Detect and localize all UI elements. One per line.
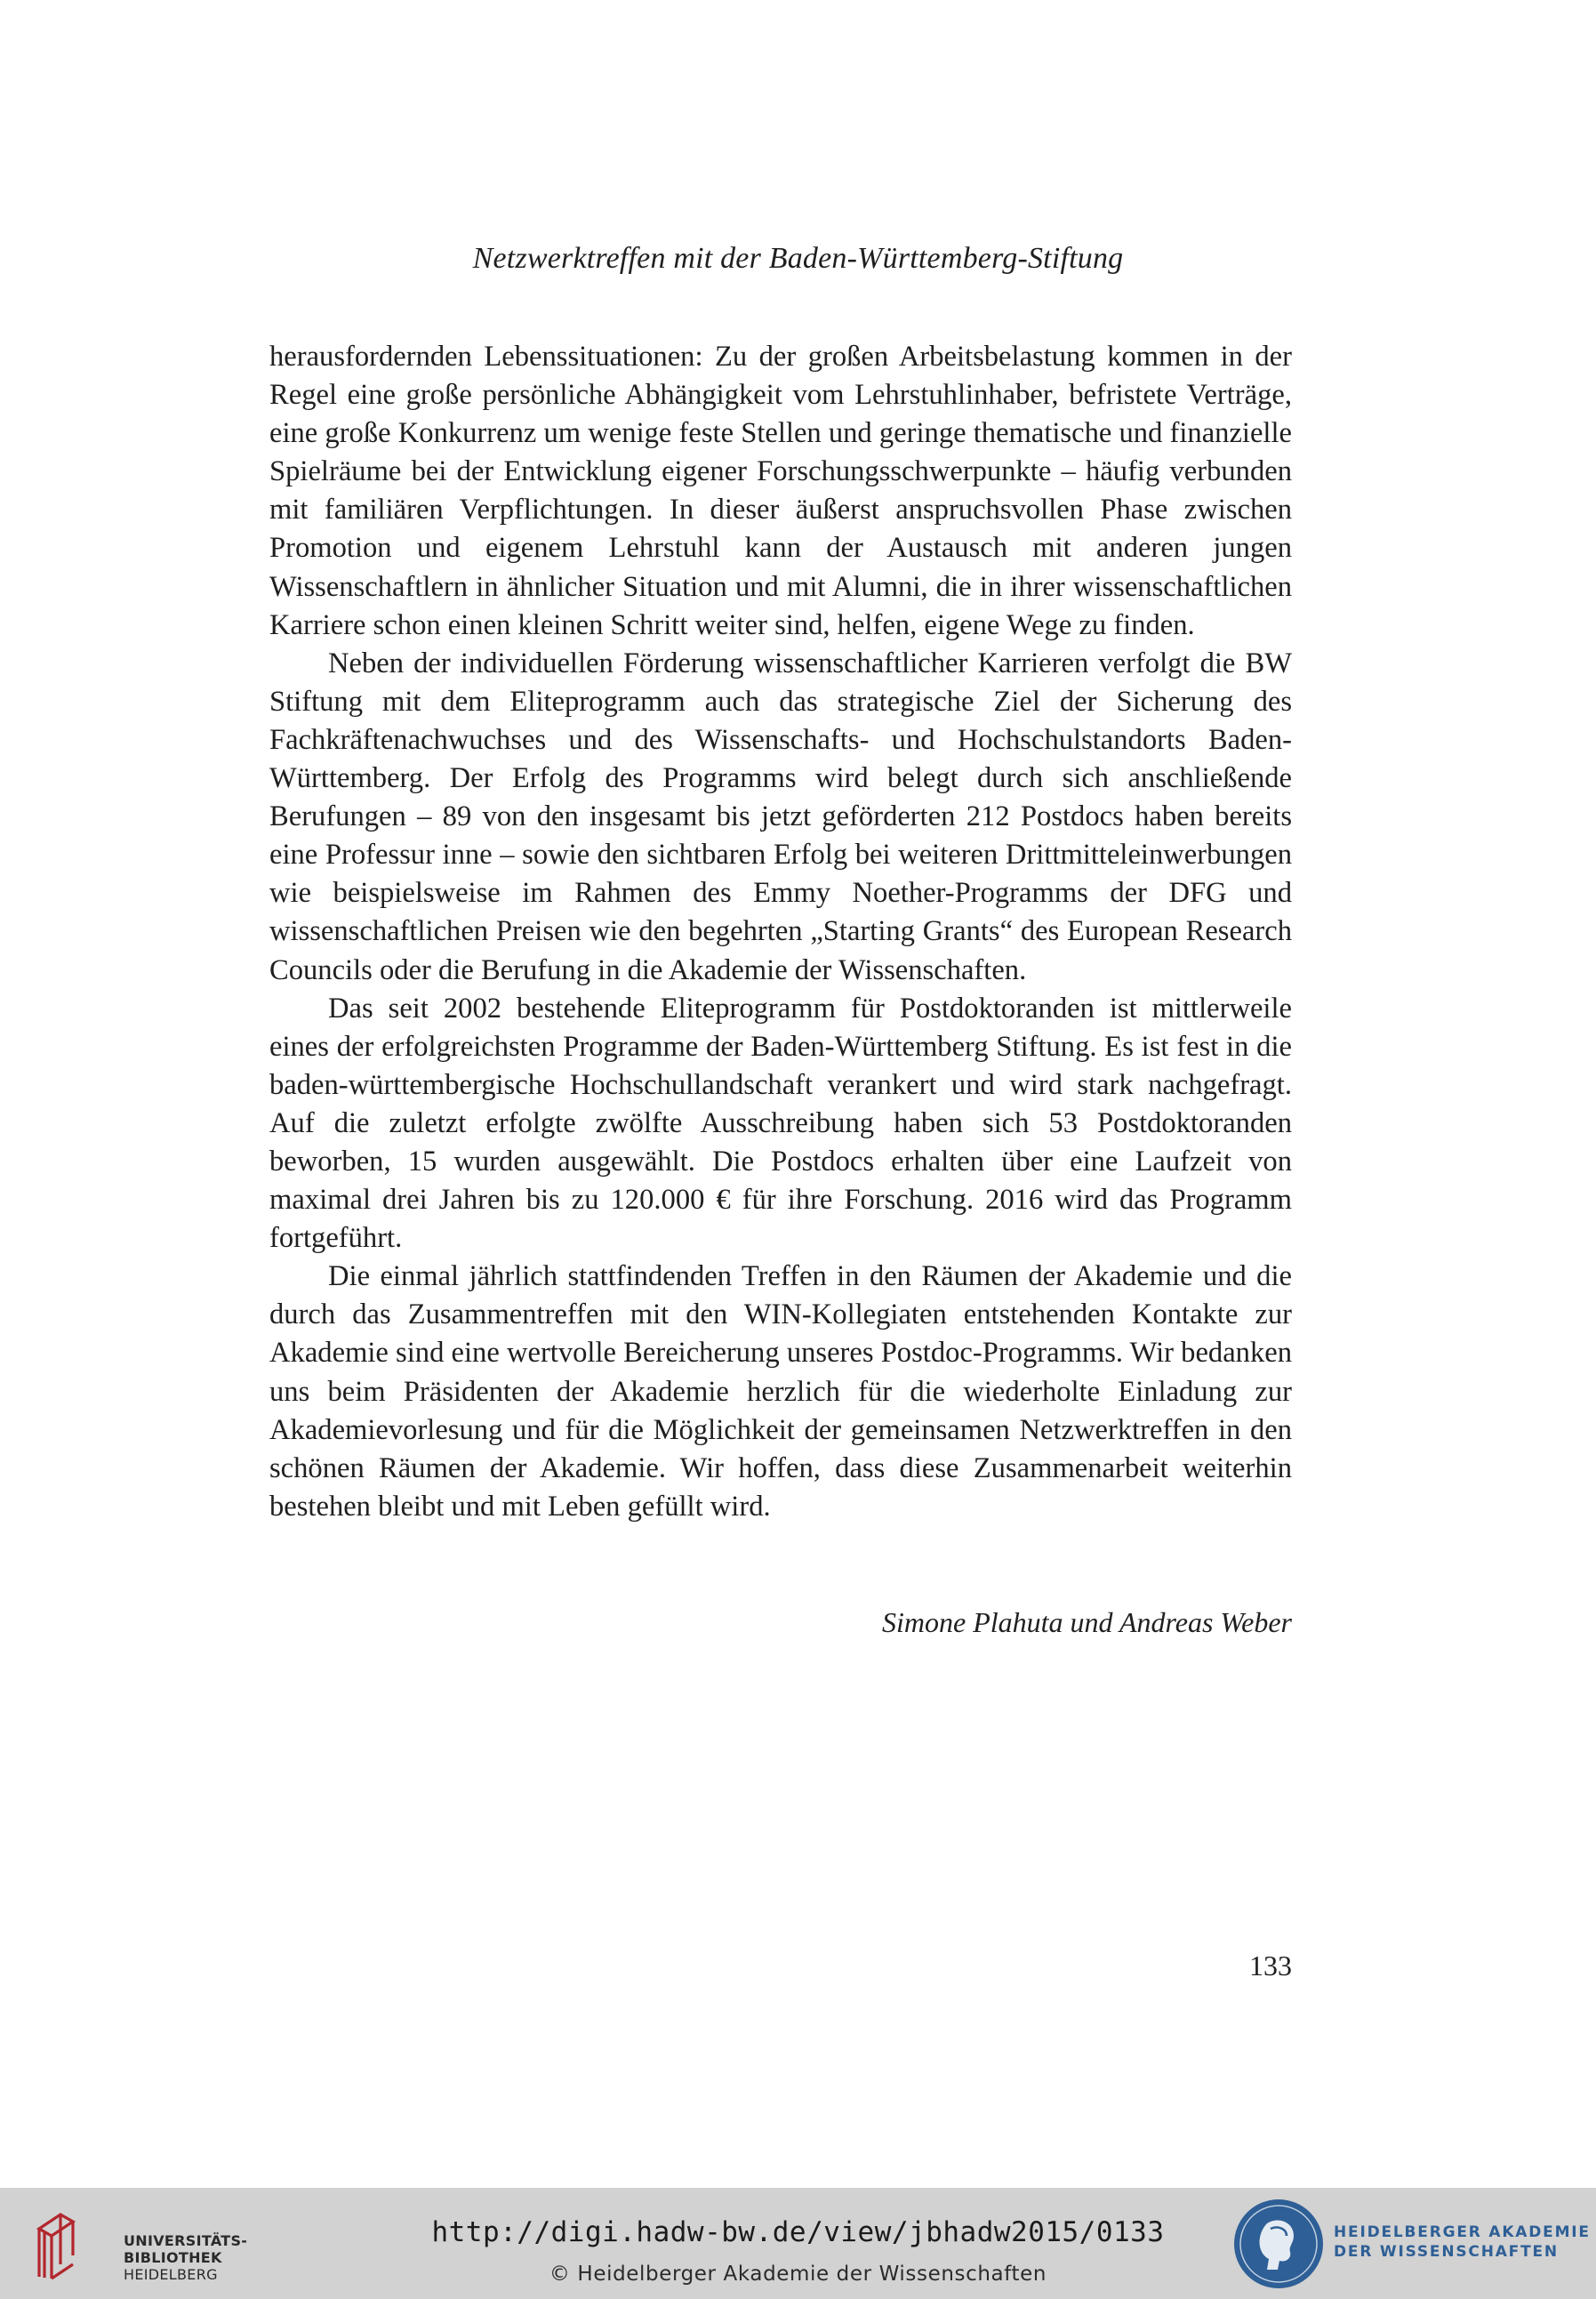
running-header: Netzwerktreffen mit der Baden-Württemberg-Stiftung [472, 242, 1124, 275]
page-number: 133 [1249, 1949, 1292, 1981]
academy-name-line-1: HEIDELBERGER AKADEMIE [1334, 2223, 1591, 2241]
body-text [269, 338, 1292, 1526]
author-signature: Simone Plahuta und Andreas Weber [882, 1606, 1292, 1638]
ub-line-1: UNIVERSITÄTS- [124, 2232, 248, 2249]
academy-name-line-2: DER WISSENSCHAFTEN [1334, 2243, 1559, 2261]
ub-line-2: BIBLIOTHEK [124, 2249, 222, 2266]
source-url-link[interactable]: http://digi.hadw-bw.de/view/jbhadw2015/0133 [431, 2216, 1165, 2248]
academy-name [1334, 2223, 1591, 2262]
paragraph: herausfordernden Lebenssituationen: Zu der großen Arbeitsbelastung kommen in der Regel eine große persönliche Abhängigkeit vom Lehrstuhlinhaber, befristete Verträge, eine große Konkurrenz um wenige feste Stellen und geringe thematische und finanzielle Spielräume bei der Entwicklung eigener Forschungsschwerpunkte – häufig verbunden mit familiären Verpflichtungen. In dieser äußerst anspruchsvollen Phase zwischen Promotion und eigenem Lehrstuhl kann der Austausch mit anderen jungen Wissenschaftlern in ähnlicher Situation und mit Alumni, die in ihrer wissenschaftlichen Karriere schon einen kleinen Schritt weiter sind, helfen, eigene Wege zu finden. [269, 341, 1292, 641]
paragraph: Neben der individuellen Förderung wissenschaftlicher Karrieren verfolgt die BW Stiftung mit dem Eliteprogramm auch das strategische Ziel der Sicherung des Fachkräftenachwuchses und des Wissenschafts- und Hochschulstandorts Baden-Württemberg. Der Erfolg des Programms wird belegt durch sich anschließende Berufungen – 89 von den insgesamt bis jetzt geförderten 212 Postdocs haben bereits eine Professur inne – sowie den sichtbaren Erfolg bei weiteren Drittmitteleinwerbungen wie beispielsweise im Rahmen des Emmy Noether-Programms der DFG und wissenschaftlichen Preisen wie den begehrten „Starting Grants“ des European Research Councils oder die Berufung in die Akademie der Wissenschaften. [269, 647, 1292, 986]
ub-line-3: HEIDELBERG [124, 2266, 218, 2283]
paragraph: Das seit 2002 bestehende Eliteprogramm für Postdoktoranden ist mittlerweile eines der erfolgreichsten Programme der Baden-Württemberg Stiftung. Es ist fest in die baden-württembergische Hochschullandschaft verankert und wird stark nachgefragt. Auf die zuletzt erfolgte zwölfte Ausschreibung haben sich 53 Postdoktoranden beworben, 15 wurden ausgewählt. Die Postdocs erhalten über eine Laufzeit von maximal drei Jahren bis zu 120.000 € für ihre Forschung. 2016 wird das Programm fortgeführt. [269, 992, 1292, 1255]
copyright-notice: © Heidelberger Akademie der Wissenschaften [549, 2263, 1047, 2286]
academy-seal-icon[interactable] [1231, 2197, 1326, 2291]
paragraph: Die einmal jährlich stattfindenden Treffen in den Räumen der Akademie und die durch das Zusammentreffen mit den WIN-Kollegiaten entstehenden Kontakte zur Akademie sind eine wertvolle Bereicherung unseres Postdoc-Programms. Wir bedanken uns beim Präsidenten der Akademie herzlich für die wiederholte Einladung zur Akademievorlesung und für die Möglichkeit der gemeinsamen Netzwerktreffen in den schönen Räumen der Akademie. Wir hoffen, dass diese Zusammenarbeit weiterhin bestehen bleibt und mit Leben gefüllt wird. [269, 1260, 1292, 1523]
footer-bar [0, 2188, 1596, 2299]
